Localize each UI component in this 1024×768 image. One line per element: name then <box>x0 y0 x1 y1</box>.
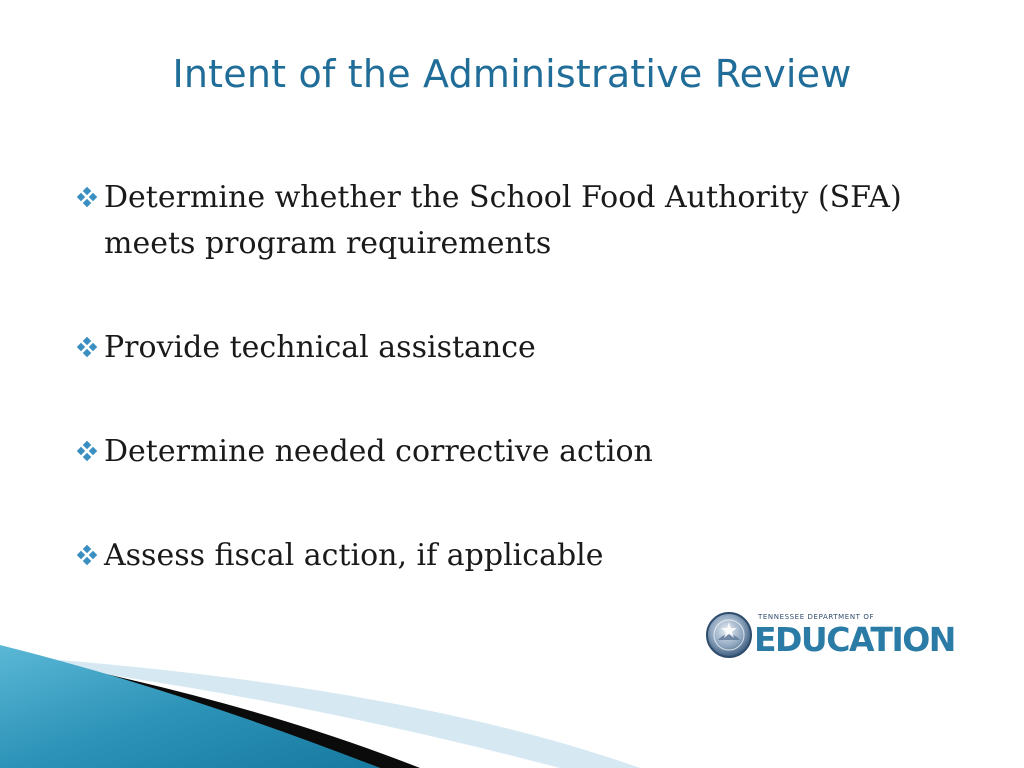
bullet-text: Determine whether the School Food Authority (SFA) meets program requirements <box>104 180 902 261</box>
bullet-item <box>76 533 976 579</box>
bullet-text: Provide technical assistance <box>104 330 536 365</box>
bullet-item <box>76 175 976 267</box>
diamond-bullet-icon <box>76 336 98 358</box>
logo-name: EDUCATION <box>754 620 955 659</box>
bullet-item <box>76 429 976 475</box>
bullet-text: Assess fiscal action, if applicable <box>104 538 604 573</box>
bullet-list <box>76 175 976 637</box>
state-seal-icon <box>706 610 752 660</box>
slide-title: Intent of the Administrative Review <box>172 52 852 96</box>
diamond-bullet-icon <box>76 440 98 462</box>
bullet-text: Determine needed corrective action <box>104 434 653 469</box>
diamond-bullet-icon <box>76 186 98 208</box>
tn-education-logo <box>706 610 968 664</box>
diamond-bullet-icon <box>76 544 98 566</box>
bullet-item <box>76 325 976 371</box>
logo-org-line: TENNESSEE DEPARTMENT OF <box>758 613 875 621</box>
